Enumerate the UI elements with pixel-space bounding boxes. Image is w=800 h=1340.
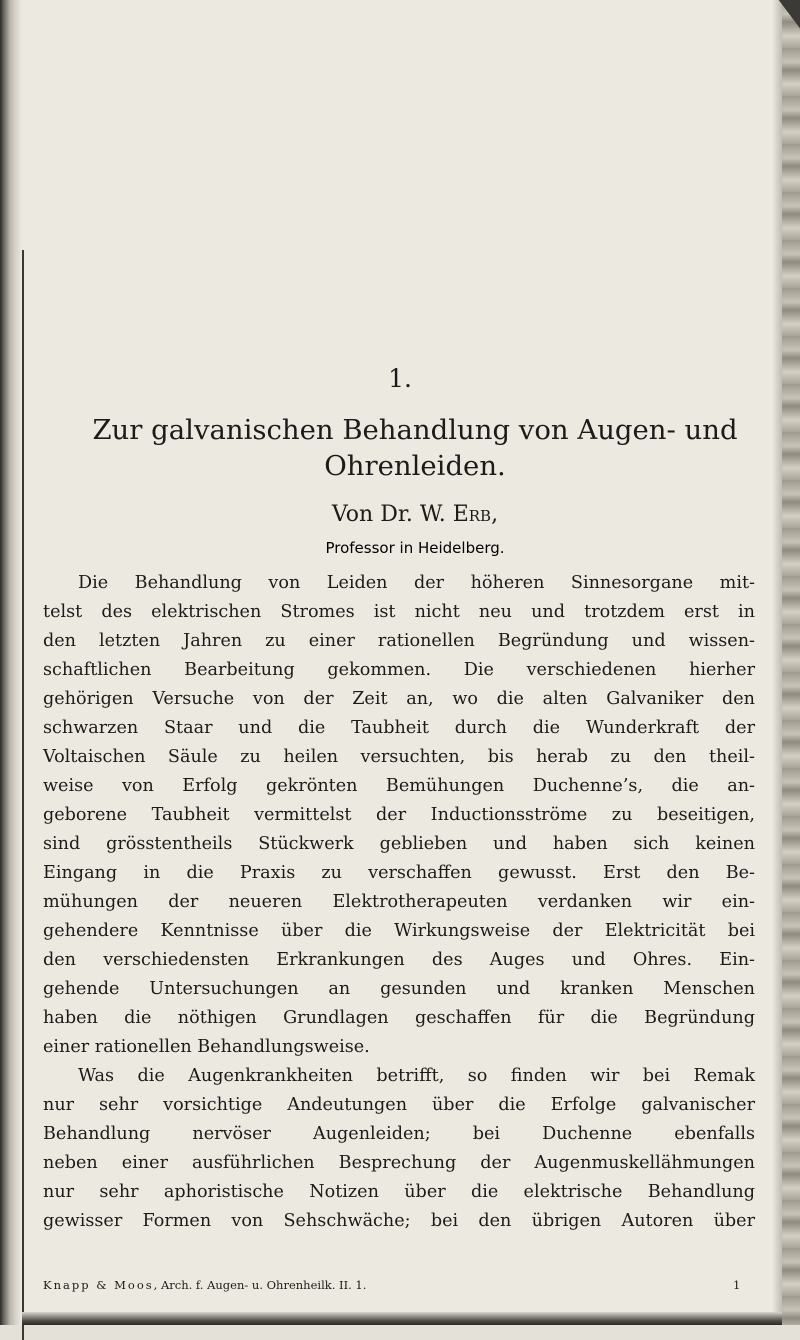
text-line: schwarzen Staar und die Taubheit durch die Wunderkraft der [43,718,755,738]
author-prefix: Von Dr. W. [331,502,453,527]
text-line: Behandlung nervöser Augenleiden; bei Duchenne ebenfalls [43,1124,755,1144]
text-line: gehende Untersuchungen an gesunden und kranken Menschen [43,979,755,999]
binding-rule [22,250,24,1340]
page-footer [43,1278,755,1298]
author-affiliation: Professor in Heidelberg. [325,539,505,557]
text-line: schaftlichen Bearbeitung gekommen. Die verschiedenen hierher [43,660,755,680]
text-line: nur sehr aphoristische Notizen über die elektrische Behandlung [43,1182,755,1202]
text-line: den verschiedensten Erkrankungen des Auges und Ohres. Ein- [43,950,755,970]
text-line: den letzten Jahren zu einer rationellen Begründung und wissen- [43,631,755,651]
text-line: einer rationellen Behandlungsweise. [43,1037,370,1057]
text-line: mühungen der neueren Elektrotherapeuten verdanken wir ein- [43,892,755,912]
text-line: geborene Taubheit vermittelst der Inductionsströme zu beseitigen, [43,805,755,825]
text-line: Was die Augenkrankheiten betrifft, so finden wir bei Remak [78,1066,755,1086]
text-line: gewisser Formen von Sehschwäche; bei den übrigen Autoren über [43,1211,755,1231]
text-line: telst des elektrischen Stromes ist nicht neu und trotzdem erst in [43,602,755,622]
sheet-signature: 1 [733,1278,741,1292]
chapter-number: 1. [388,364,412,393]
page-edge [782,0,800,1325]
binding-edge [0,0,22,1325]
body-text [43,569,755,1236]
page-corner [770,0,800,40]
footer-citation [43,1278,366,1292]
bottom-edge [22,1312,782,1325]
article-title-line-2: Ohrenleiden. [324,450,506,482]
text-line: gehendere Kenntnisse über die Wirkungsweise der Elektricität bei [43,921,755,941]
text-line: gehörigen Versuche von der Zeit an, wo die alten Galvaniker den [43,689,755,709]
text-line: nur sehr vorsichtige Andeutungen über die Erfolge galvanischer [43,1095,755,1115]
text-line: weise von Erfolg gekrönten Bemühungen Duchenne’s, die an- [43,776,755,796]
text-line: sind grösstentheils Stückwerk geblieben und haben sich keinen [43,834,755,854]
text-line: Eingang in die Praxis zu verschaffen gewusst. Erst den Be- [43,863,755,883]
citation-authors: Knapp & Moos [43,1278,154,1292]
author-suffix: , [491,502,499,527]
text-line: Die Behandlung von Leiden der höheren Sinnesorgane mit- [78,573,755,593]
article-title-line-1: Zur galvanischen Behandlung von Augen- und [92,414,738,446]
text-line: neben einer ausführlichen Besprechung der Augenmuskellähmungen [43,1153,755,1173]
citation-source: , Arch. f. Augen- u. Ohrenheilk. II. 1. [153,1278,367,1292]
text-line: Voltaischen Säule zu heilen versuchten, bis herab zu den theil- [43,747,755,767]
text-line: haben die nöthigen Grundlagen geschaffen für die Begründung [43,1008,755,1028]
author-line [30,502,800,527]
author-name: Erb [452,502,492,527]
